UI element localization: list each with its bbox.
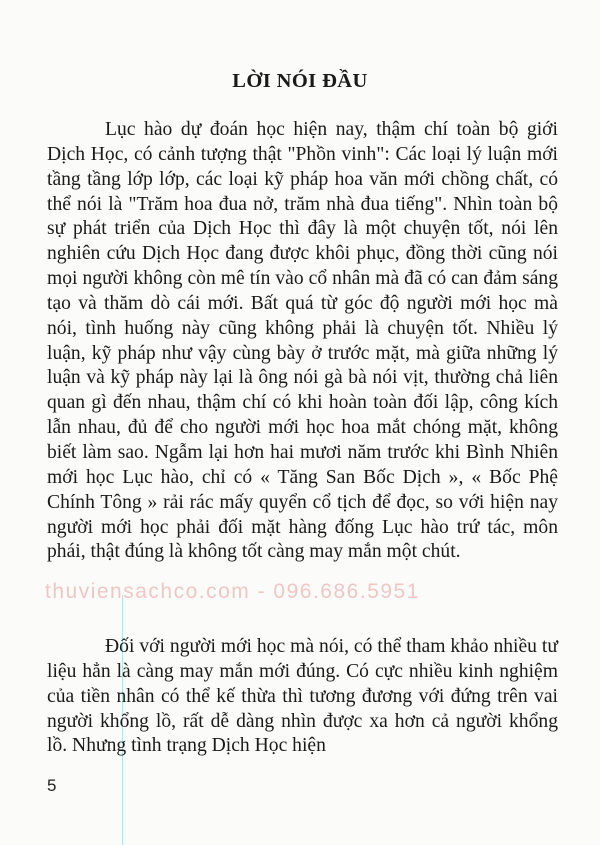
- paragraph: Đối với người mới học mà nói, có thể tham khảo nhiều tư liệu hẳn là càng may mắn mới đúng. Có cực nhiều kinh nghiệm của tiền nhân có thể kế thừa thì tương đương với đứng trên vai người khổng lồ, rất dễ dàng nhìn được xa hơn cả người khổng lồ. Nhưng tình trạng Dịch Học hiện: [47, 636, 558, 757]
- paragraph-2-block: [47, 635, 558, 759]
- paragraph: Lục hào dự đoán học hiện nay, thậm chí toàn bộ giới Dịch Học, có cảnh tượng thật "Phồn vinh": Các loại lý luận mới tầng tầng lớp lớp, các loại kỹ pháp hoa văn mới chồng chất, có thể nói là "Trăm hoa đua nở, trăm nhà đua tiếng". Nhìn toàn bộ sự phát triển của Dịch Học thì đây là một chuyện tốt, nói lên nghiên cứu Dịch Học đang được khôi phục, đồng thời cũng nói mọi người không còn mê tín vào cổ nhân mà đã có can đảm sáng tạo và thăm dò cái mới. Bất quá từ góc độ người mới học mà nói, tình huống này cũng không phải là chuyện tốt. Nhiều lý luận, kỹ pháp như vậy cùng bày ở trước mặt, mà giữa những lý luận và kỹ pháp này lại là ông nói gà bà nói vịt, thường chả liên quan gì đến nhau, thậm chí có khi hoàn toàn đối lập, công kích lẫn nhau, đủ để cho người mới học hoa mắt chóng mặt, không biết làm sao. Ngẫm lại hơn hai mươi năm trước khi Bình Nhiên mới học Lục hào, chỉ có « Tăng San Bốc Dịch », « Bốc Phệ Chính Tông » rải rác mấy quyển cổ tịch để đọc, so với hiện nay người mới học phải đối mặt hàng đống Lục hào trứ tác, môn phái, thật đúng là không tốt càng may mắn một chút.: [47, 119, 558, 563]
- page-title: LỜI NÓI ĐẦU: [232, 70, 368, 92]
- paragraph-1-block: [47, 118, 558, 565]
- page-number: 5: [47, 776, 57, 795]
- watermark-text: thuviensachco.com - 096.686.5951: [45, 580, 420, 603]
